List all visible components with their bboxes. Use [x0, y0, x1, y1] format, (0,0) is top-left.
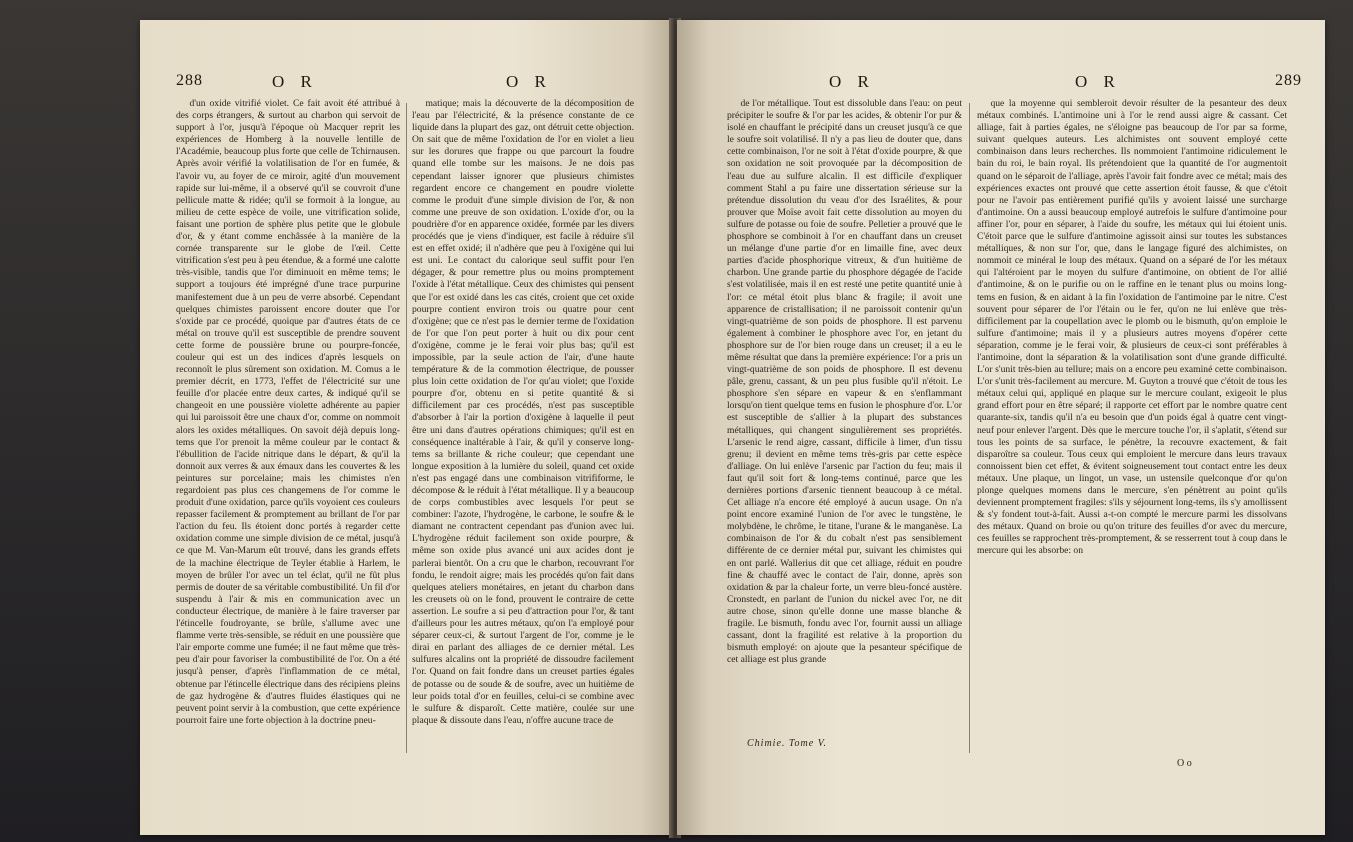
running-head: O R [1075, 72, 1121, 91]
page-number: 288 [176, 72, 203, 89]
signature-line: Chimie. Tome V. [747, 738, 828, 749]
left-page [140, 20, 673, 835]
running-head: O R [506, 72, 552, 91]
signature-mark: O o [1177, 758, 1192, 769]
column-rule [969, 103, 970, 753]
column-rule [406, 103, 407, 753]
page-number: 289 [1275, 72, 1302, 89]
body-text: d'un oxide vitrifié violet. Ce fait avoit été attribué à des corps étrangers, & surtout au charbon qui servoit de support à l'or, jusqu'à l'époque où Macquer reprit les expériences de Homberg à la nouvelle lentille de l'Académie, beaucoup plus forte que celle de Tchirnausen. Après avoir vérifié la volatilisation de l'or en fumée, & l'avoir vu, au foyer de ce miroir, agité d'un mouvement rapide sur lui-même, il a observé qu'il se couvroit d'une pellicule matte & ridée; qu'il se formoit à la longue, au milieu de cette espèce de voile, une vitrification solide, faisant une portion de sphère plus petite que le globule d'or, & y étant comme enchâssée à la manière de la cornée transparente sur le globe de l'œil. Cette vitrification s'est peu à peu étendue, & a formé une calotte très-visible, tandis que l'or diminuoit en même tems; le support a toujours été imprégné d'une trace purpurine manifestement due à un peu de verre absorbé. Cependant quelques chimistes paroissent encore douter que l'or s'oxide par ce procédé, quoique par d'autres états de ce métal on trouve qu'il est susceptible de prendre souvent cette forme de poussière brune ou pourpre-foncée, couleur qui est un des indices d'après lesquels on reconnoît le plus sûrement son oxidation. M. Comus a le premier décrit, en 1773, l'effet de l'électricité sur une feuille d'or placée entre deux cartes, & indiqué qu'il se changeoit en une poussière violette adhérente au papier qui lui paroissoit être une chaux d'or, comme on nommoit alors les oxides métalliques. On savoit déjà depuis long-tems que l'or prenoit la même couleur par le contact & l'ébullition de l'acide nitrique dans le départ, & qu'il la donnoit aux verres & aux émaux dans les couvertes & les peintures sur porcelaine; mais les chimistes n'en regardoient pas plus ces changemens de l'or comme le produit d'une oxidation, parce qu'ils voyoient ces couleurs repasser facilement & promptement au brillant de l'or par l'action du feu. Ils étoient donc portés à regarder cette oxidation comme une simple division de ce métal, jusqu'à ce que M. Van-Marum eût trouvé, dans les grands effets de la machine électrique de Teyler établie à Harlem, le moyen de brûler l'or avec un tel éclat, qu'il ne fût plus permis de douter de sa véritable combustibilité. Un fil d'or suspendu à l'air & mis en communication avec un conducteur électrique, de manière à le faire traverser par l'étincelle foudroyante, se brûle, s'allume avec une flamme verte très-sensible, se réduit en une poussière que l'air emporte comme une fumée; il ne faut même que très-peu d'air pour favoriser la combustibilité de l'or. On a été jusqu'à penser, d'après l'inflammation de ce métal, obtenue par l'étincelle électrique dans des récipiens pleins de gaz hydrogène & d'autres fluides élastiques qui ne peuvent point servir à la combustion, que cette expérience pourroit faire une forte objection à la doctrine pneu- [176, 98, 400, 726]
body-text: matique; mais la découverte de la décomposition de l'eau par l'électricité, & la présence constante de ce liquide dans la plupart des gaz, ont détruit cette objection. On sait que de même l'oxidation de l'or en violet a lieu sur les dorures que frappe ou que parcourt la foudre quand elle tombe sur les maisons. Je ne dois pas cependant laisser ignorer que plusieurs chimistes regardent encore ce changement en poudre violette comme le produit d'une simple division de l'or, & non comme une preuve de son oxidation. L'oxide d'or, ou la poudrière d'or en apparence oxidée, formée par les divers procédés que je viens d'indiquer, est facile à réduire s'il est en effet oxidé; il n'adhère que peu à l'oxigène qui lui est uni. Le contact du calorique seul suffit pour l'en dégager, & pour remettre plus ou moins promptement l'oxide à l'état métallique. Ceux des chimistes qui pensent que l'or est oxidé dans les cas cités, croient que cet oxide pourpre contient environ trois ou quatre pour cent d'oxigène; que ce n'est pas le dernier terme de l'oxidation de l'or que l'on peut porter à huit ou dix pour cent d'oxigène, comme je le ferai voir plus bas; qu'il est impossible, par la seule action de l'air, d'une haute température & de la commotion électrique, de pousser plus loin cette oxidation de l'or qu'au violet; que l'oxide pourpre d'or, obtenu en si petite quantité & si difficilement par ces procédés, n'est pas susceptible d'absorber à l'air la portion d'oxigène à laquelle il peut être uni dans d'autres opérations chimiques; qu'il est en conséquence inaltérable à l'air, & qu'il y conserve long-tems sa brillante & riche couleur; que cependant une longue exposition à la lumière du soleil, quand cet oxide n'est pas engagé dans une combinaison vitrififorme, le décompose & le réduit à l'état métallique. Il y a beaucoup de corps combustibles avec lesquels l'or peut se combiner: l'azote, l'hydrogène, le carbone, le soufre & le diamant ne contractent cependant pas d'union avec lui. L'hydrogène réduit facilement son oxide pourpre, & même son oxide plus avancé uni aux acides dont je parlerai bientôt. On a cru que le charbon, recouvrant l'or fondu, le rendoit aigre; mais les procédés qu'on fait dans quelques ateliers monétaires, en jetant du charbon dans les creusets où on le fond, prouvent le contraire de cette assertion. Le soufre a si peu d'attraction pour l'or, & tant d'ailleurs pour les autres métaux, qu'on l'a employé pour séparer ceux-ci, & surtout l'argent de l'or, comme je le dirai en parlant des alliages de ce dernier métal. Les sulfures alcalins ont la propriété de dissoudre facilement l'or. Quand on fait fondre dans un creuset parties égales de potasse ou de soude & de soufre, avec un huitième de leur poids total d'or en feuilles, celui-ci se combine avec le sulfure & disparoît. Cette matière, coulée sur une plaque & dissoute dans l'eau, n'offre aucune trace de [412, 98, 634, 726]
body-text: de l'or métallique. Tout est dissoluble dans l'eau: on peut précipiter le soufre & l'or par les acides, & obtenir l'or pur & isolé en chauffant le précipité dans un creuset jusqu'à ce que le soufre soit volatilisé. Il n'y a pas lieu de douter que, dans cette combinaison, l'or ne soit à l'état d'oxide pourpre, & que son oxidation ne soit provoquée par la décomposition de l'eau due au sulfure alcalin. Il est difficile d'expliquer comment Stahl a pu faire une dissertation sérieuse sur la prétendue dissolution du veau d'or des Israélites, & pour prouver que Moïse avoit fait cette dissolution au moyen du sulfure de potasse ou foie de soufre. Pelletier a prouvé que le phosphore se combinoit à l'or en chauffant dans un creuset un mélange d'une partie d'or en limaille fine, avec deux parties d'acide phosphorique vitreux, & d'un huitième de charbon. Une grande partie du phosphore dégagée de l'acide s'est volatilisée, mais il en est resté une petite quantité unie à l'or: ce métal étoit plus blanc & fragile; il avoit une apparence de cristallisation; il ne paroissoit contenir qu'un vingt-quatrième de son poids de phosphore. Il est parvenu également à combiner le phosphore avec l'or, en jetant du phosphore sur de l'or bien rouge dans un creuset; il a eu le même résultat que dans la première expérience: l'or a pris un vingt-quatrième de son poids de phosphore. Il est devenu pâle, grenu, cassant, & un peu plus fusible qu'il n'étoit. Le phosphore s'en sépare en vapeur & en s'enflammant lorsqu'on tient quelque tems en fusion le phosphure d'or. L'or est susceptible de s'allier à la plupart des substances métalliques, qui changent singulièrement ses propriétés. L'arsenic le rend aigre, cassant, difficile à limer, d'un tissu grenu; il devient en même tems très-gris par cette espèce d'alliage. On lui enlève l'arsenic par l'action du feu; mais il faut qu'il soit fort & long-tems continué, parce que les dernières portions d'arsenic tiennent beaucoup à ce métal. Cet alliage n'a encore été employé à aucun usage. On n'a point encore examiné l'union de l'or avec le tungstène, le molybdène, le chrôme, le titane, l'urane & le manganèse. La combinaison de l'or & du cobalt n'est pas sensiblement différente de ce dernier métal pur, suivant les chimistes qui en ont parlé. Wallerius dit que cet alliage, réduit en poudre fine & chauffé avec le contact de l'air, donne, après son oxidation & par la chaleur forte, un verre bleu-foncé austère. Cronstedt, en parlant de l'union du nickel avec l'or, ne dit autre chose, sinon qu'elle donne une masse blanche & fragile. Le bismuth, fondu avec l'or, fournit aussi un alliage cassant, dont la fragilité est relative à la proportion du bismuth employé: on ajoute que la pesanteur spécifique de cet alliage est plus grande [727, 98, 962, 666]
running-head: O R [829, 72, 875, 91]
text-column-2 [977, 98, 1287, 758]
body-text: que la moyenne qui sembleroit devoir résulter de la pesanteur des deux métaux combinés. L'antimoine uni à l'or le rend aussi aigre & cassant. Cet alliage, fait à parties égales, ne s'éloigne pas beaucoup de l'or par sa forme, suivant quelques auteurs. Les alchimistes ont souvent employé cette combinaison dans leurs recherches. Ils nommoient l'antimoine ridiculement le bain du roi, le bain royal. Ils prétendoient que la quantité de l'or augmentoit quand on le séparoit de l'alliage, après l'avoir fait fondre avec ce métal; mais des expériences exactes ont prouvé que cette assertion étoit fausse, & que c'étoit pour ne l'avoir pas entièrement purifié qu'ils y avoient laissé une surcharge d'antimoine. On a aussi beaucoup employé autrefois le sulfure d'antimoine pour affiner l'or, pour en séparer, à l'aide du soufre, les métaux qui lui étoient unis. C'étoit parce que le sulfure d'antimoine agissoit ainsi sur toutes les substances métalliques, & non sur l'or, que, dans le langage figuré des alchimistes, on nommoit ce minéral le loup des métaux. Quand on a séparé de l'or les métaux qui l'altéroient par le moyen du sulfure d'antimoine, on obtient de l'or allié d'antimoine, & on le purifie ou on le raffine en le tenant plus ou moins long-tems en fusion, & en aidant à la fin l'oxidation de l'antimoine par le nitre. C'est souvent pour séparer de l'or l'étain ou le fer, qu'on ne lui enlève que très-difficilement par la coupellation avec le plomb ou le bismuth, qu'on emploie le sulfure d'antimoine; mais il y a plusieurs autres moyens d'opérer cette séparation, comme je le ferai voir, & plusieurs de ceux-ci sont préférables à l'antimoine, dont la séparation & la volatilisation sont d'une grande difficulté. L'or s'unit très-bien au tellure; mais on a encore peu examiné cette combinaison. L'or s'unit très-facilement au mercure. M. Guyton a trouvé que c'étoit de tous les métaux celui qui, appliqué en plaque sur le mercure coulant, exigeoit le plus grand effort pour en être séparé; il rapporte cet effort par le nombre quatre cent quarante-six, tandis qu'il n'a eu besoin que d'un poids égal à quatre cent vingt-neuf pour enlever l'argent. Dès que le mercure touche l'or, il s'aplatit, s'étend sur tous les points de sa surface, le pénètre, la recouvre exactement, & fait disparoître sa couleur. Tous ceux qui emploient le mercure dans leurs travaux connoissent bien cet effet, & évitent soigneusement tout contact entre les deux métaux. Une plaque, un lingot, un vase, un ustensile quelconque d'or qu'on plonge quelques momens dans le mercure, s'en pénètrent au point qu'ils deviennent promptement fragiles: s'ils y séjournent long-tems, ils s'y amollissent & s'y fondent tout-à-fait. Aussi a-t-on compté le mercure parmi les dissolvans des métaux. Quand on broie ou qu'on triture des feuilles d'or avec du mercure, ces feuilles se rapprochent très-promptement, & se resserrent tout à coup dans le mercure qui les absorbe: on [977, 98, 1287, 557]
right-page [677, 20, 1325, 835]
running-head: O R [272, 72, 318, 91]
text-column-1 [176, 98, 400, 758]
text-column-2 [412, 98, 634, 758]
text-column-1 [727, 98, 962, 758]
